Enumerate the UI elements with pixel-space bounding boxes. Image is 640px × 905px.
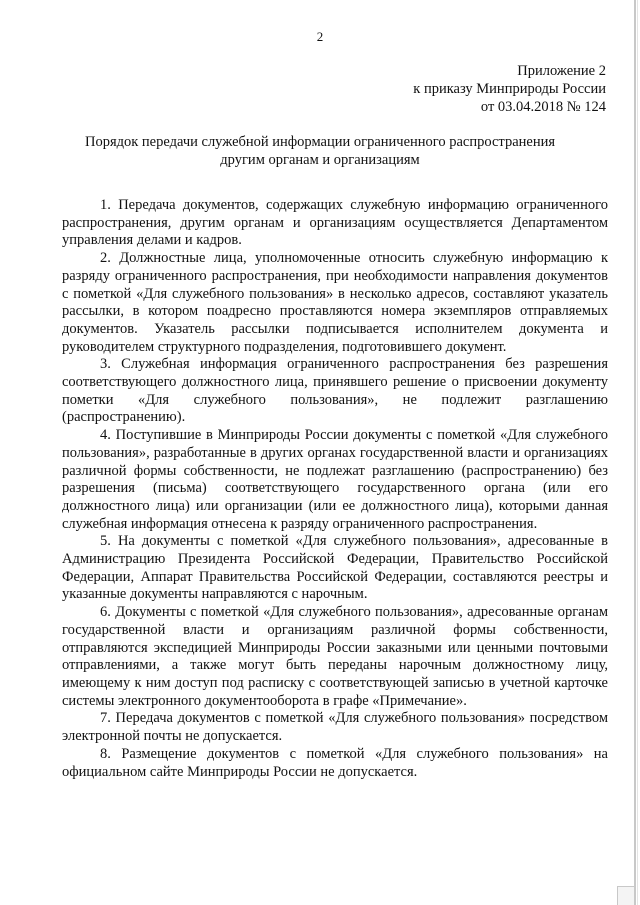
appendix-order-date-number: от 03.04.2018 № 124 <box>480 99 606 115</box>
document-title <box>40 133 600 169</box>
document-body <box>62 197 608 781</box>
appendix-header <box>346 62 606 116</box>
document-title-line-1: Порядок передачи служебной информации ограниченного распространения <box>84 134 556 150</box>
paragraph-7: 7. Передача документов с пометкой «Для служебного пользования» посредством электронной почты не допускается. <box>62 710 608 745</box>
page-number: 2 <box>316 29 324 44</box>
paragraph-6: 6. Документы с пометкой «Для служебного пользования», адресованные органам государственной власти и организациям различной формы собственности, отправляются экспедицией Минприроды России заказными или ценными почтовыми отправлениями, а также могут быть переданы нарочным должностному лицу, имеющему к ним доступ под расписку с соответствующей записью в учетной карточке системы электронного документооборота в графе «Примечание». <box>62 604 608 709</box>
scan-edge-shadow <box>637 0 638 905</box>
appendix-order-reference: к приказу Минприроды России <box>413 81 606 97</box>
paragraph-2: 2. Должностные лица, уполномоченные относить служебную информацию к разряду ограниченного распространения, при необходимости направления документов с пометкой «Для служебного пользования» в несколько адресов, составляют указатель рассылки, в котором поадресно проставляются номера экземпляров отправляемых документов. Указатель рассылки подписывается исполнителем документа и руководителем структурного подразделения, подготовившего документ. <box>62 250 608 355</box>
paragraph-1: 1. Передача документов, содержащих служебную информацию ограниченного распространения, другим органам и организациям осуществляется Департаментом управления делами и кадров. <box>62 197 608 249</box>
scan-page-corner <box>617 886 634 905</box>
paragraph-5: 5. На документы с пометкой «Для служебного пользования», адресованные в Администрацию Президента Российской Федерации, Правительство Российской Федерации, Аппарат Правительства Российской Федерации, составляются реестры и указанные документы направляются с нарочным. <box>62 533 608 603</box>
paragraph-3: 3. Служебная информация ограниченного распространения без разрешения соответствующего должностного лица, принявшего решение о присвоении документу пометки «Для служебного пользования», не подлежит разглашению (распространению). <box>62 356 608 426</box>
paragraph-4: 4. Поступившие в Минприроды России документы с пометкой «Для служебного пользования», разработанные в других органах государственной власти и организациях различной формы собственности, не подлежат разглашению (распространению) без разрешения (письма) соответствующего государственного органа (или его должностного лица) или организации (или ее должностного лица), которыми данная служебная информация отнесена к разряду ограниченного распространения. <box>62 427 608 532</box>
scan-edge <box>634 0 636 905</box>
document-title-line-2: другим органам и организациям <box>220 152 420 168</box>
paragraph-8: 8. Размещение документов с пометкой «Для служебного пользования» на официальном сайте Минприроды России не допускается. <box>62 745 608 780</box>
appendix-label: Приложение 2 <box>517 63 606 79</box>
